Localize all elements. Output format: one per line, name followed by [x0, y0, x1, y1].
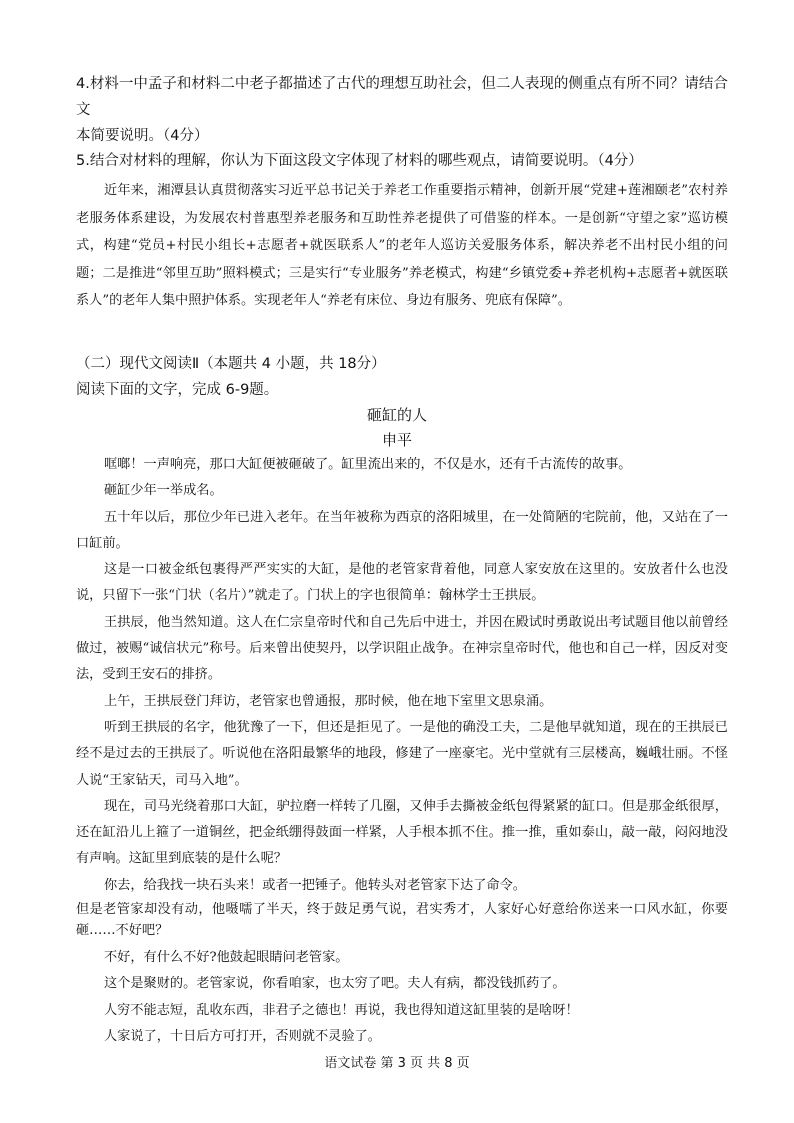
story-paragraph: 五十年以后，那位少年已进入老年。在当年被称为西京的洛阳城里，在一处简陋的宅院前，他，又站在了一口缸前。 [76, 509, 728, 551]
story-paragraph: 哐啷！一声响亮，那口大缸便被砸破了。缸里流出来的，不仅是水，还有千古流传的故事。 [104, 457, 632, 472]
story-title: 砸缸的人 [366, 406, 427, 424]
story-paragraph: 这个是聚财的。老管家说，你看咱家，也太穷了吧。夫人有病，都没钱抓药了。 [104, 976, 566, 992]
question-4-line-2: 本简要说明。（4分） [76, 128, 209, 144]
story-paragraph: 但是老管家却没有动，他嗫嚅了半天，终于鼓足勇气说，君实秀才，人家好心好意给你送来一口风水缸，你要砸……不好吧？ [76, 902, 728, 939]
story-paragraph: 你去，给我找一块石头来！或者一把锤子。他转头对老管家下达了命令。 [104, 877, 526, 893]
story-body [76, 452, 728, 1050]
section-title: （二）现代文阅读Ⅱ（本题共 4 小题，共 18分） [76, 356, 386, 372]
question-5-passage: 近年来，湘潭县认真贯彻落实习近平总书记关于养老工作重要指示精神，创新开展“党建+莲湘颐老”农村养老服务体系建设，为发展农村普惠型养老服务和互助性养老提供了可借鉴的样本。一是创新“守望之家”巡访模式，构建“党员+村民小组长+志愿者+就医联系人”的老年人巡访关爱服务体系，解决养老不出村民小组的问题；二是推进“邻里互助”照料模式；三是实行“专业服务”养老模式，构建“乡镇党委+养老机构+志愿者+就医联系人”的老年人集中照护体系。实现老年人“养老有床位、身边有服务、兜底有保障”。 [76, 183, 728, 309]
story-paragraph: 王拱辰，他当然知道。这人在仁宗皇帝时代和自己先后中进士，并因在殿试时勇敢说出考试题目他以前曾经做过，被赐“诚信状元”称号。后来曾出使契丹，以学识阻止战争。在神宗皇帝时代，他也和自己一样，因反对变法，受到王安石的排挤。 [76, 614, 728, 683]
story-paragraph: 上午，王拱辰登门拜访，老管家也曾通报，那时候，他在地下室里文思泉涌。 [104, 693, 553, 709]
story-paragraph: 听到王拱辰的名字，他犹豫了一下，但还是拒见了。一是他的确没工夫，二是他早就知道，现在的王拱辰已经不是过去的王拱辰了。听说他在洛阳最繁华的地段，修建了一座豪宅。光中堂就有三层楼高，巍峨壮丽。不怪人说“王家钻天，司马入地”。 [76, 719, 728, 788]
question-4 [76, 71, 728, 149]
story-paragraph: 砸缸少年一举成名。 [104, 483, 223, 499]
story-paragraph: 现在，司马光绕着那口大缸，驴拉磨一样转了几圈，又伸手去撕被金纸包得紧紧的缸口。但是那金纸很厚，还在缸沿儿上箍了一道铜丝，把金纸绷得鼓面一样紧，人手根本抓不住。推一推，重如泰山，敲一敲，闷闷地没有声响。这缸里到底装的是什么呢？ [76, 798, 728, 867]
page-footer: 语文试卷 第 3 页 共 8 页 [324, 1056, 470, 1071]
story-paragraph: 不好，有什么不好?他鼓起眼睛问老管家。 [104, 950, 349, 966]
question-4-line-1: 4.材料一中孟子和材料二中老子都描述了古代的理想互助社会，但二人表现的侧重点有所不同？请结合文 [76, 76, 728, 118]
story-paragraph: 人穷不能志短，乱收东西，非君子之德也！再说，我也得知道这缸里装的是啥呀！ [104, 1002, 579, 1018]
story-paragraph: 这是一口被金纸包裹得严严实实的大缸，是他的老管家背着他，同意人家安放在这里的。安放者什么也没说，只留下一张“门状（名片）”就走了。门状上的字也很简单：翰林学士王拱辰。 [76, 562, 728, 604]
section-heading [76, 351, 728, 403]
story-author: 申平 [381, 431, 412, 449]
question-5 [76, 148, 728, 174]
question-5-line-1: 5.结合对材料的理解，你认为下面这段文字体现了材料的哪些观点，请简要说明。（4分） [76, 153, 643, 169]
story-paragraph: 人家说了，十日后方可打开，否则就不灵验了。 [104, 1028, 381, 1044]
section-instruction: 阅读下面的文字，完成 6-9题。 [76, 382, 279, 398]
